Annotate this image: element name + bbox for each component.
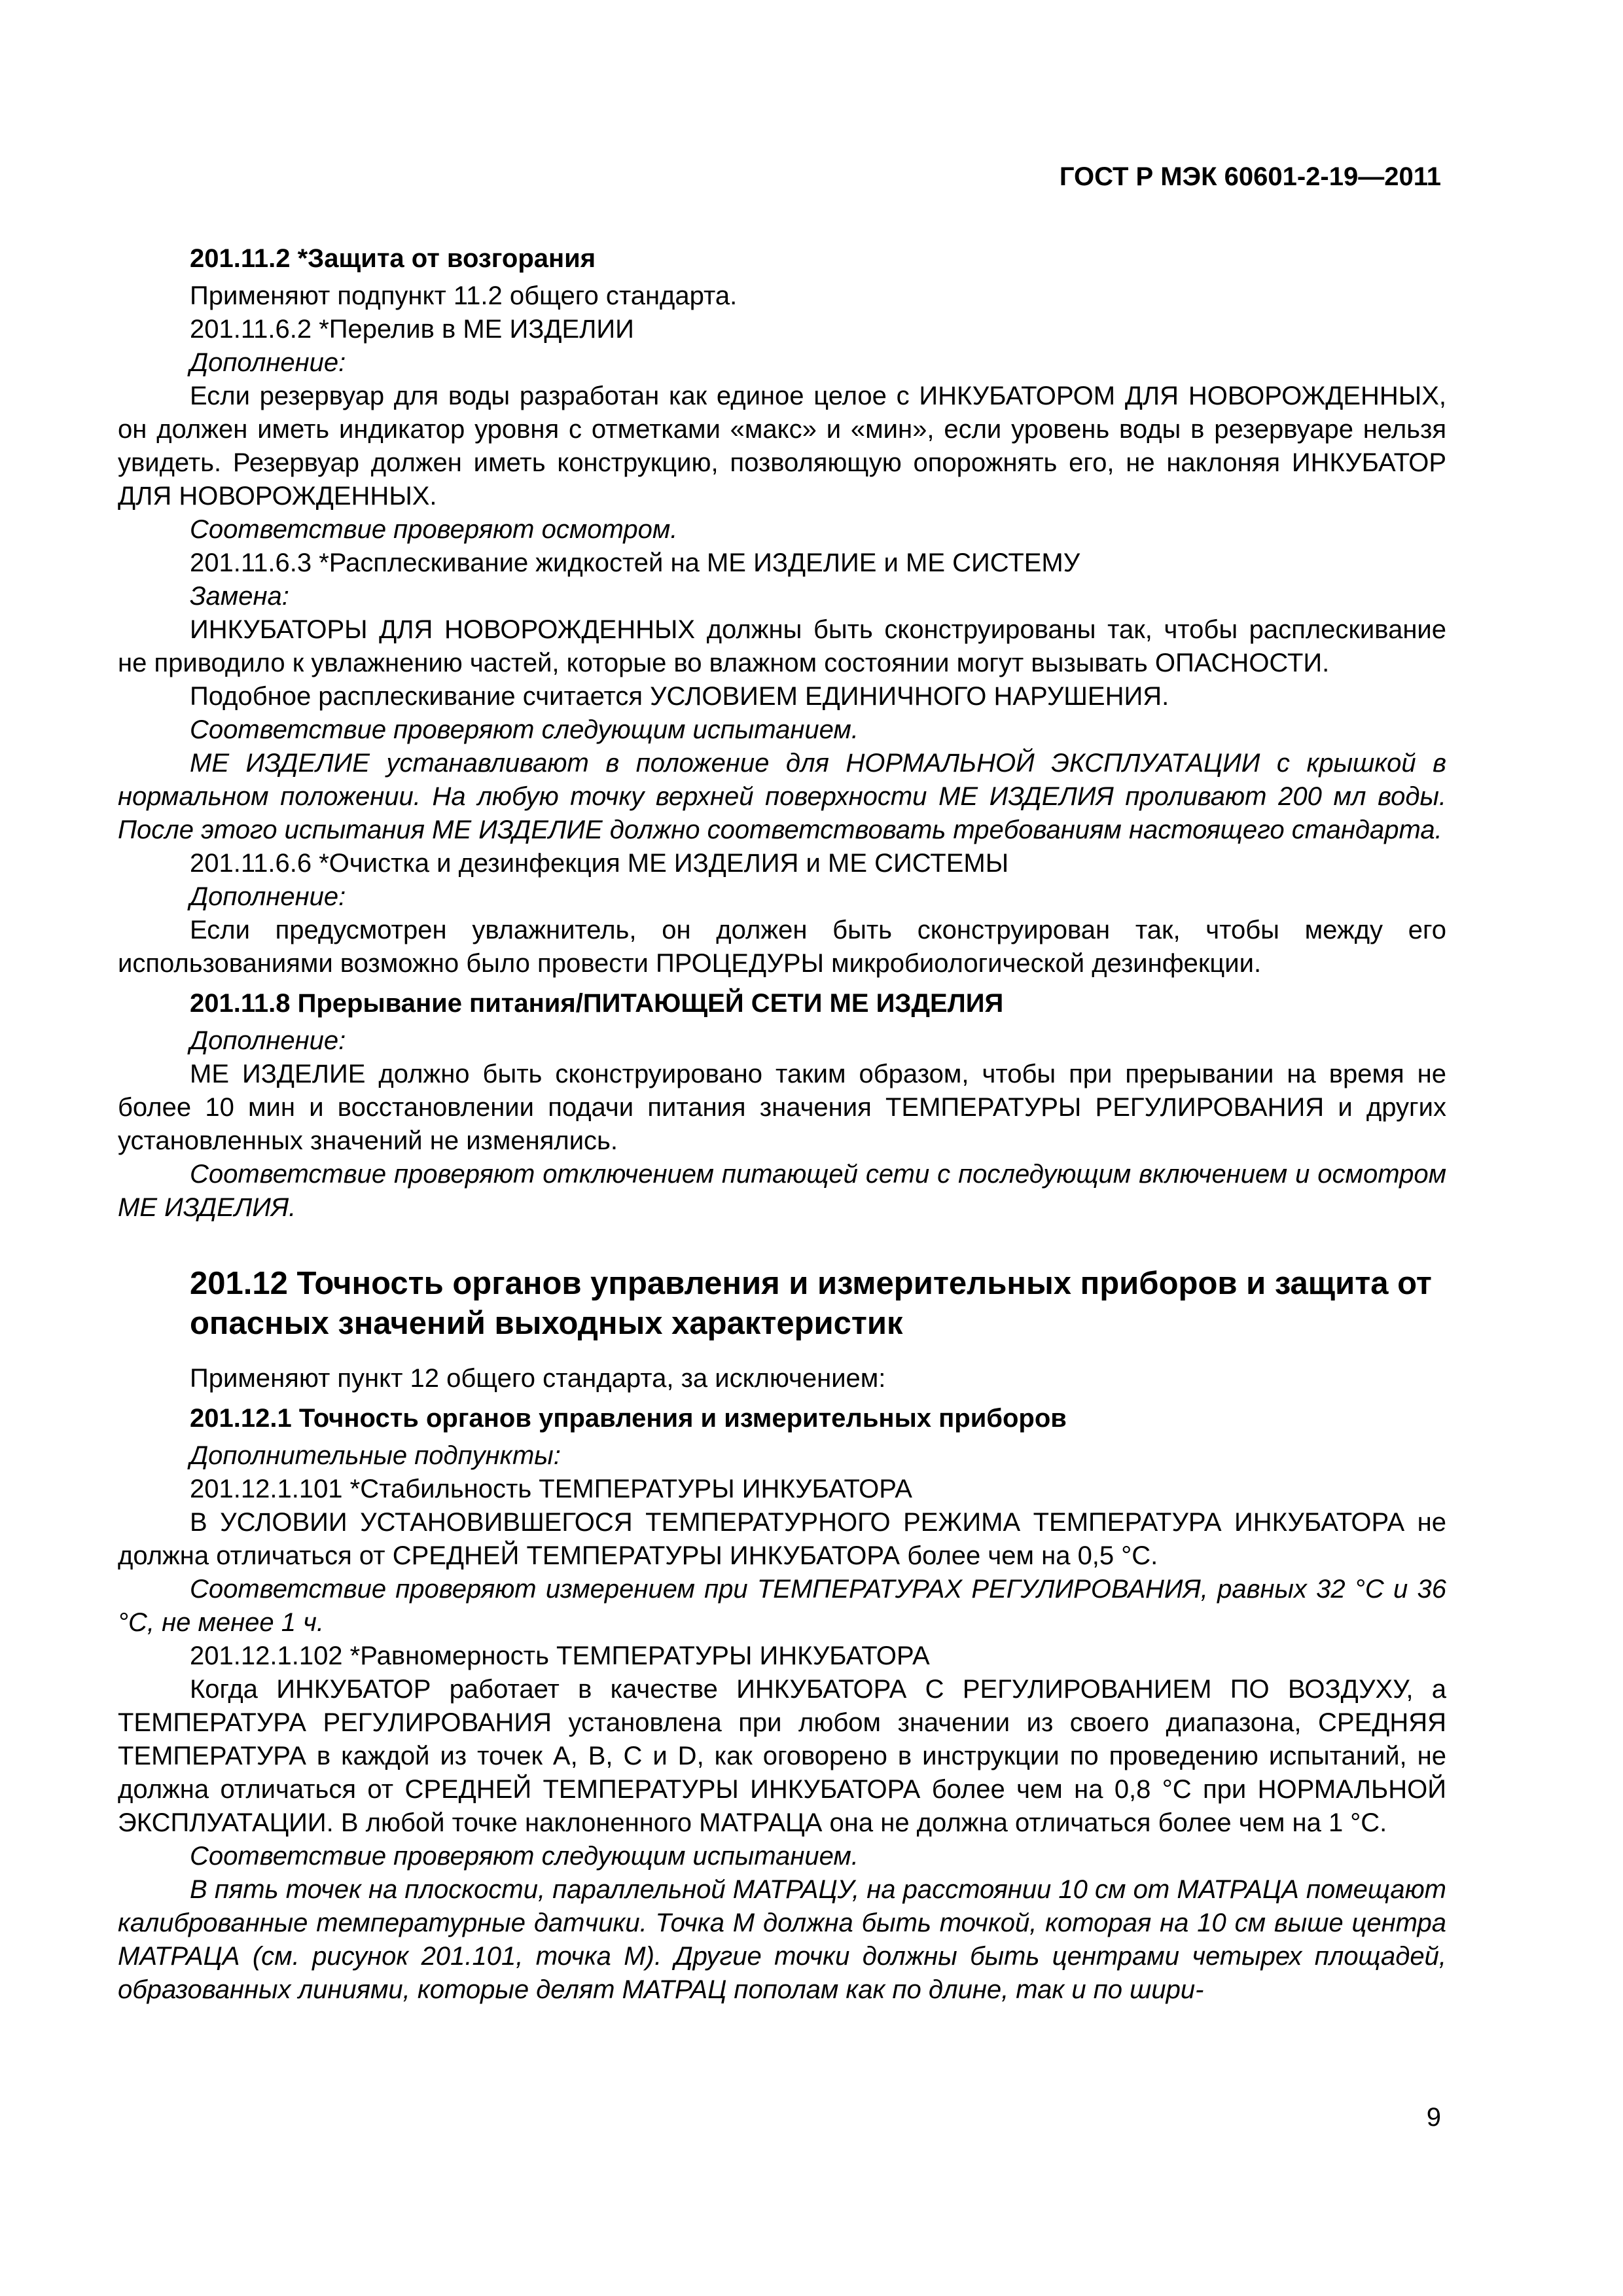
paragraph-italic: Дополнение:: [190, 348, 346, 377]
paragraph-italic: Соответствие проверяют следующим испытанием.: [190, 1842, 859, 1871]
paragraph-italic: Соответствие проверяют осмотром.: [190, 515, 678, 544]
paragraph-italic: Соответствие проверяют измерением при ТЕМПЕРАТУРАХ РЕГУЛИРОВАНИЯ, равных 32 °С и 36 °С, не менее 1 ч.: [118, 1575, 1446, 1637]
paragraph-italic: Дополнительные подпункты:: [190, 1441, 561, 1470]
paragraph: Если резервуар для воды разработан как единое целое с ИНКУБАТОРОМ ДЛЯ НОВОРОЖДЕННЫХ, он должен иметь индикатор уровня с отметками «макс» и «мин», если уровень воды в резервуаре нельзя увидеть. Резервуар должен иметь конструкцию, позволяющую опорожнять его, не наклоняя ИНКУБАТОР ДЛЯ НОВОРОЖДЕННЫХ.: [118, 382, 1446, 511]
paragraph: Когда ИНКУБАТОР работает в качестве ИНКУБАТОРА С РЕГУЛИРОВАНИЕМ ПО ВОЗДУХУ, а ТЕМПЕРАТУРА РЕГУЛИРОВАНИЯ установлена при любом значении из своего диапазона, СРЕДНЯЯ ТЕМПЕРАТУРА в каждой из точек A, B, C и D, как оговорено в инструкции по проведению испытаний, не должна отличаться от СРЕДНЕЙ ТЕМПЕРАТУРЫ ИНКУБАТОРА более чем на 0,8 °С при НОРМАЛЬНОЙ ЭКСПЛУАТАЦИИ. В любой точке наклоненного МАТРАЦА она не должна отличаться более чем на 1 °С.: [118, 1675, 1446, 1837]
paragraph-italic: Замена:: [190, 582, 289, 611]
section-title-201-12: 201.12 Точность органов управления и измерительных приборов и защита от опасных значений выходных характеристик: [190, 1266, 1432, 1341]
section-title-201-11-8: 201.11.8 Прерывание питания/ПИТАЮЩЕЙ СЕТИ МЕ ИЗДЕЛИЯ: [190, 989, 1004, 1018]
subsection-title: 201.11.6.6 *Очистка и дезинфекция МЕ ИЗДЕЛИЯ и МЕ СИСТЕМЫ: [190, 849, 1009, 878]
section-title-201-11-2: 201.11.2 *Защита от возгорания: [190, 244, 596, 273]
subsection-title: 201.12.1.102 *Равномерность ТЕМПЕРАТУРЫ ИНКУБАТОРА: [190, 1641, 930, 1670]
paragraph: В УСЛОВИИ УСТАНОВИВШЕГОСЯ ТЕМПЕРАТУРНОГО РЕЖИМА ТЕМПЕРАТУРА ИНКУБАТОРА не должна отличаться от СРЕДНЕЙ ТЕМПЕРАТУРЫ ИНКУБАТОРА более чем на 0,5 °С.: [118, 1508, 1446, 1570]
paragraph: Подобное расплескивание считается УСЛОВИЕМ ЕДИНИЧНОГО НАРУШЕНИЯ.: [190, 682, 1169, 711]
subsection-title: 201.11.6.3 *Расплескивание жидкостей на МЕ ИЗДЕЛИЕ и МЕ СИСТЕМУ: [190, 548, 1080, 577]
paragraph-italic: В пять точек на плоскости, параллельной МАТРАЦУ, на расстоянии 10 см от МАТРАЦА помещают калиброванные температурные датчики. Точка М должна быть точкой, которая на 10 см выше центра МАТРАЦА (см. рисунок 201.101, точка М). Другие точки должны быть центрами четырех площадей, образованных линиями, которые делят МАТРАЦ пополам как по длине, так и по шири-: [118, 1875, 1446, 2004]
paragraph: ИНКУБАТОРЫ ДЛЯ НОВОРОЖДЕННЫХ должны быть сконструированы так, чтобы расплескивание не приводило к увлажнению частей, которые во влажном состоянии могут вызывать ОПАСНОСТИ.: [118, 615, 1446, 677]
document-code-header: ГОСТ Р МЭК 60601-2-19—2011: [1059, 162, 1441, 191]
section-title-201-12-1: 201.12.1 Точность органов управления и измерительных приборов: [190, 1404, 1067, 1433]
paragraph: Применяют пункт 12 общего стандарта, за исключением:: [190, 1364, 886, 1393]
subsection-title: 201.12.1.101 *Стабильность ТЕМПЕРАТУРЫ ИНКУБАТОРА: [190, 1475, 912, 1503]
paragraph: Применяют подпункт 11.2 общего стандарта.: [190, 281, 738, 310]
paragraph: Если предусмотрен увлажнитель, он должен быть сконструирован так, чтобы между его использованиями возможно было провести ПРОЦЕДУРЫ микробиологической дезинфекции.: [118, 916, 1446, 978]
paragraph-italic: Дополнение:: [190, 882, 346, 911]
paragraph-italic: Дополнение:: [190, 1026, 346, 1055]
subsection-title: 201.11.6.2 *Перелив в МЕ ИЗДЕЛИИ: [190, 315, 634, 344]
paragraph: МЕ ИЗДЕЛИЕ должно быть сконструировано таким образом, чтобы при прерывании на время не более 10 мин и восстановлении подачи питания значения ТЕМПЕРАТУРЫ РЕГУЛИРОВАНИЯ и других установленных значений не изменялись.: [118, 1060, 1446, 1155]
paragraph-italic: Соответствие проверяют отключением питающей сети с последующим включением и осмотром МЕ ИЗДЕЛИЯ.: [118, 1160, 1446, 1222]
page-content: [118, 236, 1446, 2007]
paragraph-italic: МЕ ИЗДЕЛИЕ устанавливают в положение для НОРМАЛЬНОЙ ЭКСПЛУАТАЦИИ с крышкой в нормальном положении. На любую точку верхней поверхности МЕ ИЗДЕЛИЯ проливают 200 мл воды. После этого испытания МЕ ИЗДЕЛИЕ должно соответствовать требованиям настоящего стандарта.: [118, 749, 1446, 844]
paragraph-italic: Соответствие проверяют следующим испытанием.: [190, 715, 859, 744]
page-number: 9: [1426, 2103, 1441, 2132]
